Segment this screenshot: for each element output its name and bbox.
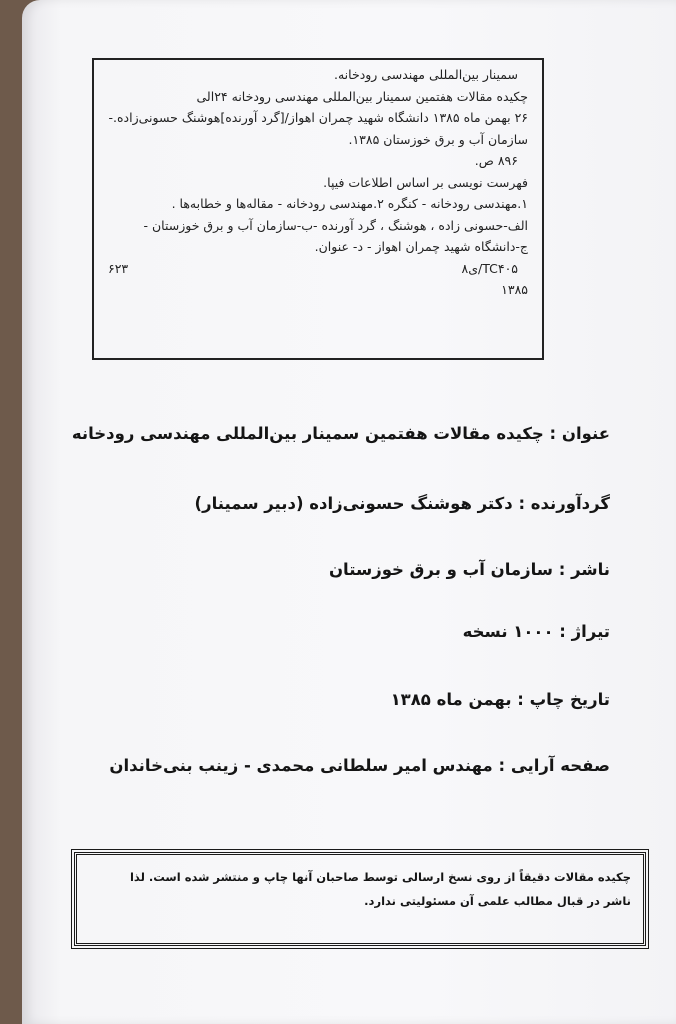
book-circulation: تیراژ : ۱۰۰۰ نسخه [462,622,610,641]
cip-call-number: ۸ی/TC۴۰۵ [461,260,518,276]
disclaimer-line: ناشر در قبال مطالب علمی آن مسئولیتی ندارد. [364,894,631,908]
cip-call-year: ۱۳۸۵ [501,282,528,297]
cip-line: سمینار بین‌المللی مهندسی رودخانه. [334,67,518,82]
book-title: عنوان : چکیده مقالات هفتمین سمینار بین‌المللی مهندسی رودخانه [71,424,610,443]
disclaimer-box [74,852,646,946]
cip-line: الف-حسونی زاده ، هوشنگ ، گرد آورنده -ب-سازمان آب و برق خوزستان - [143,217,528,233]
cataloging-in-publication-box [92,58,544,360]
cip-line: ۱.مهندسی رودخانه - کنگره ۲.مهندسی رودخانه - مقاله‌ها و خطابه‌ها . [171,196,528,211]
book-layout-designer: صفحه آرایی : مهندس امیر سلطانی محمدی - زینب بنی‌خاندان [109,756,610,775]
cip-line: فهرست نویسی بر اساس اطلاعات فیپا. [323,174,528,190]
cip-line: ج-دانشگاه شهید چمران اهواز - د- عنوان. [314,239,528,254]
cip-call-number-row [108,258,528,280]
book-print-date: تاریخ چاپ : بهمن ماه ۱۳۸۵ [390,690,610,709]
book-page [22,0,676,1024]
cip-line: چکیده مقالات هفتمین سمینار بین‌المللی مهندسی رودخانه ۲۴الی [196,88,528,104]
book-compiler: گردآورنده : دکتر هوشنگ حسونی‌زاده (دبیر سمینار) [194,494,610,513]
cip-line: سازمان آب و برق خوزستان ۱۳۸۵. [348,131,528,147]
disclaimer-line: چکیده مقالات دقیقاً از روی نسخ ارسالی توسط صاحبان آنها چاپ و منتشر شده است. لذا [129,870,631,884]
book-publisher: ناشر : سازمان آب و برق خوزستان [328,560,610,579]
cip-code: ۶۲۳ [108,260,129,276]
cip-line: ۲۶ بهمن ماه ۱۳۸۵ دانشگاه شهید چمران اهواز/[گرد آورنده]هوشنگ حسونی‌زاده.- [108,110,528,125]
cip-line: ۸۹۶ ص. [474,153,518,168]
